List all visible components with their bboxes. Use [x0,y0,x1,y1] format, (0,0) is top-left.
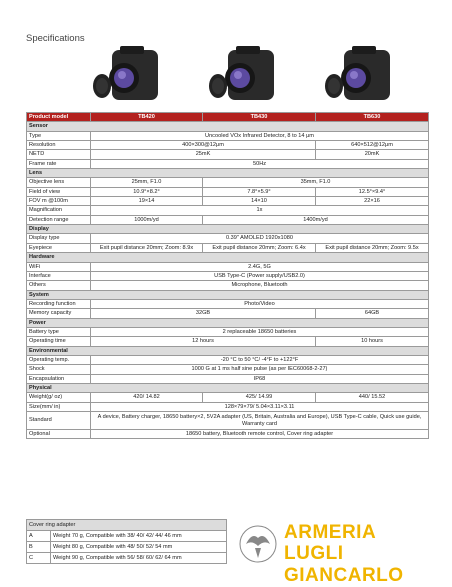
header-label: Product model [27,113,91,122]
row-value: Uncooled VOx Infrared Detector, 8 to 14 μm [91,131,429,140]
table-row [27,206,429,215]
row-value: 0.39" AMOLED 1920x1080 [91,234,429,243]
row-label: Frame rate [27,159,91,168]
table-row [27,327,429,336]
row-label: Detection range [27,215,91,224]
row-label: Optional [27,430,91,439]
row-value: A device, Battery charger, 18650 battery×2, 5V2A adapter (US, Britain, Australia and Europe), USB Type-C cable, Quick use guide, Warranty card [91,412,429,430]
row-label: Standard [27,412,91,430]
row-value: 440/ 15.52 [316,393,429,402]
table-row [27,402,429,411]
device-image-tb430 [206,42,284,106]
row-value: 640×512@12μm [316,141,429,150]
row-value: 420/ 14.82 [91,393,203,402]
table-row [27,178,429,187]
table-header-row [27,113,429,122]
table-row [27,374,429,383]
brand-line-2: LUGLI GIANCARLO [284,543,404,586]
row-value: Exit pupil distance 20mm; Zoom: 9.5x [316,243,429,252]
row-value: Exit pupil distance 20mm; Zoom: 6.4x [203,243,316,252]
cover-ring-letter: B [27,542,51,553]
specifications-body [27,113,429,439]
table-row [27,150,429,159]
table-row [27,215,429,224]
row-label: WiFi [27,262,91,271]
section-label: Lens [27,169,429,178]
table-row [27,299,429,308]
section-row [27,122,429,131]
header-model: TB430 [203,113,316,122]
row-label: Magnification [27,206,91,215]
row-label: Others [27,281,91,290]
row-label: Objective lens [27,178,91,187]
section-row [27,169,429,178]
section-label: Display [27,225,429,234]
row-value: 25mK [91,150,316,159]
row-label: Eyepiece [27,243,91,252]
row-value: 19×14 [91,197,203,206]
section-row [27,290,429,299]
section-row [27,383,429,392]
row-value: Photo/Video [91,299,429,308]
row-label: Size(mm/ in) [27,402,91,411]
cover-ring-text: Weight 80 g, Compatible with 48/ 50/ 52/ 54 mm [51,542,227,553]
table-row [27,243,429,252]
table-row [27,271,429,280]
table-row [27,337,429,346]
table-row [27,234,429,243]
table-row [27,355,429,364]
table-row [27,412,429,430]
row-label: Weight(g/ oz) [27,393,91,402]
row-label: NETD [27,150,91,159]
row-label: Operating time [27,337,91,346]
eagle-emblem-icon [238,522,278,566]
section-label: System [27,290,429,299]
device-image-tb420 [90,42,168,106]
row-value: 12 hours [91,337,316,346]
cover-ring-letter: C [27,553,51,564]
table-row [27,393,429,402]
cover-ring-letter: A [27,531,51,542]
table-row [27,430,429,439]
row-value: -20 °C to 50 °C/ -4°F to +122°F [91,355,429,364]
section-label: Physical [27,383,429,392]
row-value: 10 hours [316,337,429,346]
row-value: 10.9°×8.2° [91,187,203,196]
section-row [27,346,429,355]
section-label: Sensor [27,122,429,131]
row-value: 1x [91,206,429,215]
row-label: Display type [27,234,91,243]
row-value: 12.5°×9.4° [316,187,429,196]
section-label: Hardware [27,253,429,262]
section-row [27,225,429,234]
table-row [27,197,429,206]
row-label: Battery type [27,327,91,336]
row-value: 22×16 [316,197,429,206]
specifications-table [26,112,429,439]
row-value: 14×10 [203,197,316,206]
row-value: 35mm, F1.0 [203,178,429,187]
row-label: Interface [27,271,91,280]
row-value: 32GB [91,309,316,318]
cover-ring-title-row [27,520,227,531]
page-title: Specifications [26,33,85,44]
row-value: Exit pupil distance 20mm; Zoom: 8.9x [91,243,203,252]
section-row [27,253,429,262]
row-value: 20mK [316,150,429,159]
table-row [27,281,429,290]
row-value: USB Type-C (Power supply/USB2.0) [91,271,429,280]
row-label: FOV m @100m [27,197,91,206]
brand-line-1: ARMERIA [284,522,377,543]
row-value: 2 replaceable 18650 batteries [91,327,429,336]
row-value: 18650 battery, Bluetooth remote control, Cover ring adapter [91,430,429,439]
table-row [27,542,227,553]
product-images [90,42,430,108]
row-value: 128×79×79/ 5.04×3.11×3.11 [91,402,429,411]
cover-ring-title: Cover ring adapter [27,520,227,531]
table-row [27,159,429,168]
section-row [27,318,429,327]
table-row [27,365,429,374]
row-label: Operating temp. [27,355,91,364]
row-label: Type [27,131,91,140]
table-row [27,131,429,140]
brand-logo [238,520,434,586]
cover-ring-text: Weight 70 g, Compatible with 38/ 40/ 42/ 44/ 46 mm [51,531,227,542]
row-value: 64GB [316,309,429,318]
section-label: Power [27,318,429,327]
cover-ring-table [26,519,227,564]
row-value: 2.4G, 5G [91,262,429,271]
row-value: 7.8°×5.9° [203,187,316,196]
table-row [27,531,227,542]
table-row [27,553,227,564]
row-label: Encapsulation [27,374,91,383]
row-value: Microphone, Bluetooth [91,281,429,290]
row-value: 1400m/yd [203,215,429,224]
header-model: TB420 [91,113,203,122]
row-label: Shock [27,365,91,374]
section-label: Environmental [27,346,429,355]
row-label: Memory capacity [27,309,91,318]
row-value: 425/ 14.99 [203,393,316,402]
cover-ring-text: Weight 90 g, Compatible with 56/ 58/ 60/ 62/ 64 mm [51,553,227,564]
row-label: Field of view [27,187,91,196]
table-row [27,309,429,318]
table-row [27,187,429,196]
row-value: 1000m/yd [91,215,203,224]
row-label: Recording function [27,299,91,308]
row-value: 25mm, F1.0 [91,178,203,187]
device-image-tb630 [322,42,400,106]
row-value: 400×300@12μm [91,141,316,150]
table-row [27,262,429,271]
table-row [27,141,429,150]
row-value: IP68 [91,374,429,383]
row-label: Resolution [27,141,91,150]
row-value: 1000 G at 1 ms half sine pulse (as per IEC60068-2-27) [91,365,429,374]
header-model: TB630 [316,113,429,122]
row-value: 50Hz [91,159,429,168]
